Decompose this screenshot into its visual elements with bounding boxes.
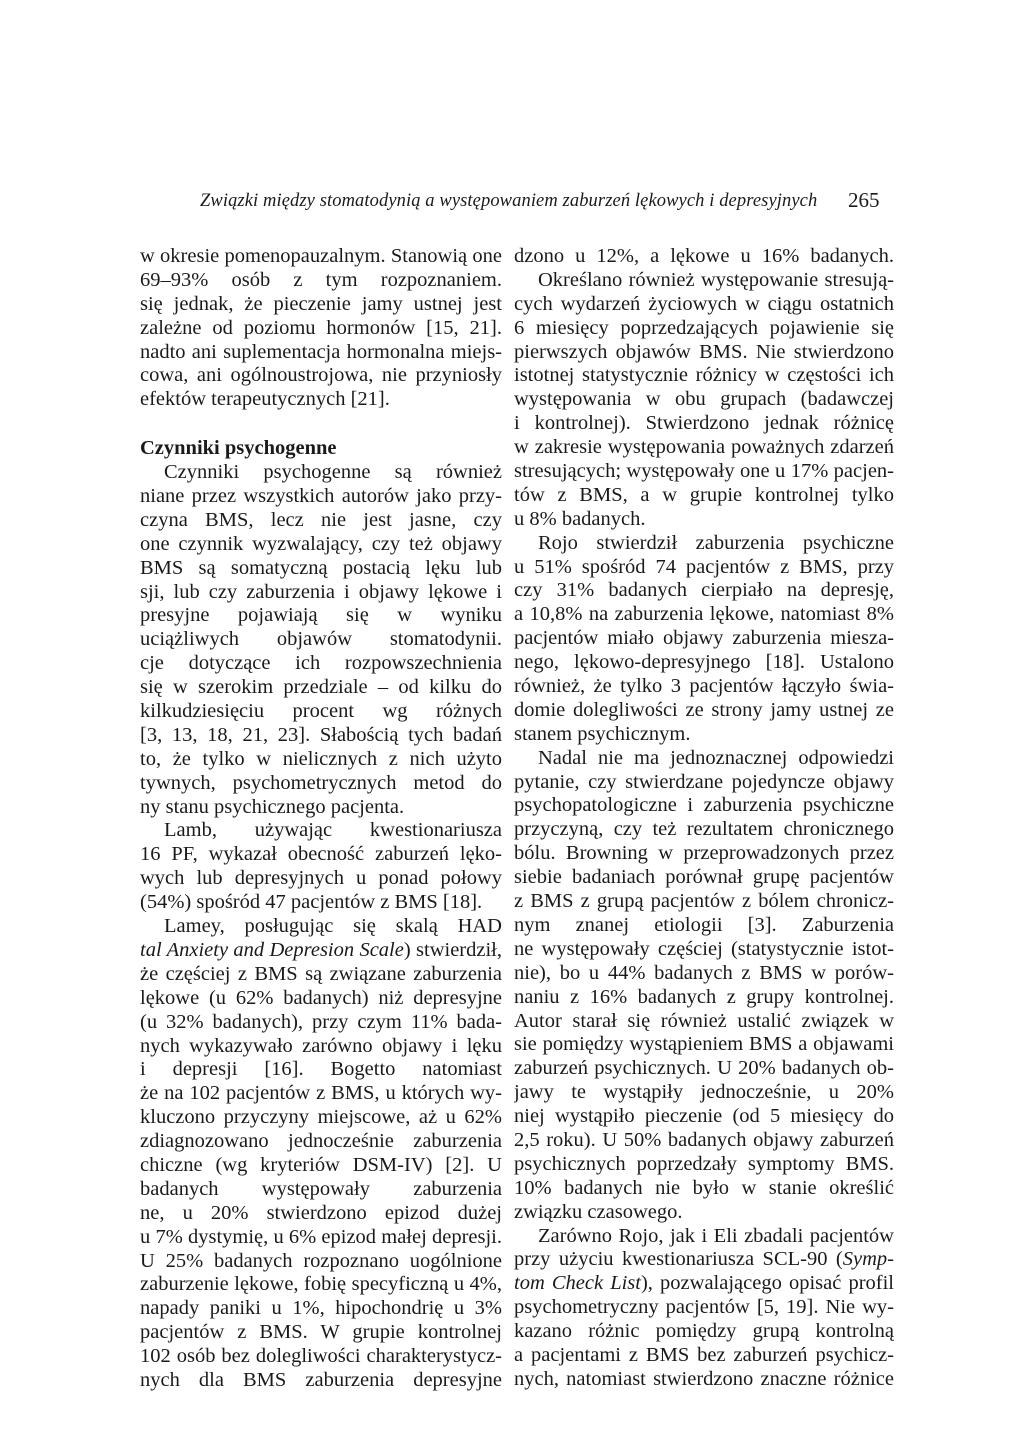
text-line: to, że tylko w nielicznych z nich użyto [140,747,502,770]
text-line: 2,5 roku). U 50% badanych objawy zaburzeń [514,1128,894,1151]
text-line: że częściej z BMS są związane zaburzenia [140,962,502,985]
text-line: wych lub depresyjnych u ponad połowy [140,867,502,890]
text-line: nych dla BMS zaburzenia depresyjne [140,1368,502,1391]
intro-paragraph [140,245,502,412]
text-line: u 8% badanych. [514,507,646,530]
section-heading: Czynniki psychogenne [140,437,337,460]
text-line: jawy te wystąpiły jednocześnie, u 20% [514,1081,894,1104]
text-line [140,915,502,939]
text-line: a pacjentami z BMS bez zaburzeń psychicz- [514,1343,894,1366]
text-run: Lamey, posługując się skalą HAD [164,915,502,938]
text-line: Nadal nie ma jednoznacznej odpowiedzi [538,746,894,769]
text-line: istotnej statystycznie różnicy w częstości ich [514,364,894,387]
text-line: Rojo stwierdził zaburzenia psychiczne [538,531,894,554]
text-line: stresujących; występowały one u 17% pacjen- [514,460,894,483]
text-line: kluczono przyczyny miejscowe, aż u 62% [140,1106,502,1129]
text-line: kilkudziesięciu procent wg różnych [140,700,502,723]
text-line: bólu. Browning w przeprowadzonych przez [514,842,894,865]
text-line: Lamb, używając kwestionariusza [164,819,502,842]
text-line: niane przez wszystkich autorów jako przy- [140,485,502,508]
text-line: u 51% spośród 74 pacjentów z BMS, przy [514,555,894,578]
text-line: 10% badanych nie było w stanie określić [514,1176,894,1199]
text-line: U 25% badanych rozpoznano uogólnione [140,1249,502,1272]
text-line: Zarówno Rojo, jak i Eli zbadali pacjentów [538,1224,894,1247]
text-line: dzono u 12%, a lękowe u 16% badanych. [514,245,894,267]
text-line [514,1248,894,1272]
text-line: efektów terapeutycznych [21]. [140,388,390,411]
text-line: uciążliwych objawów stomatodynii. [140,628,502,651]
text-line: nie), bo u 44% badanych z BMS w porów- [514,961,894,984]
text-line: że na 102 pacjentów z BMS, u których wy- [140,1082,502,1105]
text-line: psychicznych poprzedzały symptomy BMS. [514,1152,894,1175]
text-line: BMS są somatyczną postacią lęku lub [140,556,502,579]
italic-run: tal Anxiety and Depresion Scale [140,938,404,961]
text-line: nadto ani suplementacja hormonalna miejs- [140,340,502,363]
text-line: tywnych, psychometrycznych metod do [140,771,502,794]
text-line: ny stanu psychicznego pacjenta. [140,795,405,818]
text-line: domie dolegliwości ze strony jamy ustnej ze [514,698,894,721]
text-line: u 7% dystymię, u 6% epizod małej depresji. [140,1225,502,1248]
text-line: 102 osób bez dolegliwości charakterystycz- [140,1345,502,1368]
text-line: zaburzenie lękowe, fobię specyficzną u 4%, [140,1273,502,1296]
text-line: z BMS z grupą pacjentów z bólem chronicz- [514,890,894,913]
running-header: Związki między stomatodynią a występowaniem zaburzeń lękowych i depresyjnych [200,191,818,211]
text-line: pacjentów z BMS. W grupie kontrolnej [140,1321,502,1344]
paragraph-continued [514,245,894,532]
text-line: również, że tylko 3 pacjentów łączyło świa- [514,675,894,698]
text-line: stanem psychicznym. [514,722,691,745]
text-line: i depresji [16]. Bogetto natomiast [140,1058,502,1081]
italic-run: Symp- [842,1248,894,1271]
text-line: pytanie, czy stwierdzane pojedyncze objawy [514,770,894,793]
text-line: psychometryczny pacjentów [5, 19]. Nie wy- [514,1296,894,1319]
text-line: 69–93% osób z tym rozpoznaniem. [140,268,502,291]
paragraph-scl90 [514,1225,894,1392]
text-line: naniu z 16% badanych z grupy kontrolnej. [514,985,894,1008]
text-line: badanych występowały zaburzenia [140,1177,502,1200]
text-line: psychopatologiczne i zaburzenia psychiczne [514,794,894,817]
text-run: ) stwierdził, [403,938,502,961]
text-line: w okresie pomenopauzalnym. Stanowią one [140,245,502,267]
text-line: napady paniki u 1%, hipochondrię u 3% [140,1297,502,1320]
paragraph-lamb [140,819,502,915]
text-line: one czynnik wyzwalający, czy też objawy [140,532,502,555]
text-line: [3, 13, 18, 21, 23]. Słabością tych badań [140,723,502,746]
text-line: nych, natomiast stwierdzono znaczne różnice [514,1367,894,1390]
text-line: Określano również występowanie stresują- [538,268,894,291]
text-line: kazano różnic pomiędzy grupą kontrolną [514,1320,894,1343]
text-line: występowania w obu grupach (badawczej [514,388,894,411]
text-line: zaburzeń psychicznych. U 20% badanych ob- [514,1057,894,1080]
right-column [514,245,894,1392]
text-line: pacjentów miało objawy zaburzenia miesza- [514,627,894,650]
text-line: ne występowały częściej (statystycznie istot- [514,937,894,960]
text-line: zdiagnozowano jednocześnie zaburzenia [140,1130,502,1153]
text-line: cje dotyczące ich rozpowszechnienia [140,652,502,675]
text-line: ne, u 20% stwierdzono epizod dużej [140,1201,502,1224]
text-line: cych wydarzeń życiowych w ciągu ostatnich [514,292,894,315]
paragraph-browning [514,747,894,1225]
text-line: tów z BMS, a w grupie kontrolnej tylko [514,483,894,506]
text-line: czyna BMS, lecz nie jest jasne, czy [140,508,502,531]
text-line: i kontrolnej). Stwierdzono jednak różnicę [514,412,894,435]
text-line: sji, lub czy zaburzenia i objawy lękowe i [140,580,502,603]
text-line: związku czasowego. [514,1200,683,1223]
text-line: (54%) spośród 47 pacjentów z BMS [18]. [140,891,483,914]
text-line: 6 miesięcy poprzedzających pojawienie się [514,316,894,339]
text-run: przy użyciu kwestionariusza SCL-90 ( [514,1248,843,1271]
text-line: chiczne (wg kryteriów DSM-IV) [2]. U [140,1153,502,1176]
text-line: niej wystąpiło pieczenie (od 5 miesięcy do [514,1105,894,1128]
text-line: się w szerokim przedziale – od kilku do [140,676,502,699]
text-line: zależne od poziomu hormonów [15, 21]. [140,316,502,339]
text-line: Czynniki psychogenne są również [164,461,502,484]
text-line: cowa, ani ogólnoustrojowa, nie przyniosły [140,364,502,387]
text-line: Autor starał się również ustalić związek w [514,1009,894,1032]
text-line: w zakresie występowania poważnych zdarzeń [514,436,894,459]
text-line [140,939,502,963]
text-line: nych wykazywało zarówno objawy i lęku [140,1034,502,1057]
text-line: pierwszych objawów BMS. Nie stwierdzono [514,340,894,363]
text-line: 16 PF, wykazał obecność zaburzeń lęko- [140,843,502,866]
page-number: 265 [848,188,880,212]
text-line: sie pomiędzy wystąpieniem BMS a objawami [514,1033,894,1056]
text-line: nym znanej etiologii [3]. Zaburzenia [514,913,894,936]
text-line: a 10,8% na zaburzenia lękowe, natomiast 8% [514,603,894,626]
text-line: lękowe (u 62% badanych) niż depresyjne [140,986,502,1009]
text-line: presyjne pojawiają się w wyniku [140,604,502,627]
left-column [140,245,502,1393]
text-run: ), pozwalającego opisać profil [640,1272,894,1295]
text-line: nego, lękowo-depresyjnego [18]. Ustalono [514,651,894,674]
italic-run: tom Check List [514,1272,641,1295]
paragraph-psychogenic [140,461,502,819]
text-line: siebie badaniach porównał grupę pacjentów [514,866,894,889]
paragraph-rojo [514,532,894,747]
text-line: czy 31% badanych cierpiało na depresję, [514,579,894,602]
text-line: przyczyną, czy też rezultatem chronicznego [514,818,894,841]
text-line: się jednak, że pieczenie jamy ustnej jest [140,292,502,315]
text-line [514,1272,894,1296]
text-line: (u 32% badanych), przy czym 11% bada- [140,1010,502,1033]
paragraph-lamey [140,915,502,1393]
